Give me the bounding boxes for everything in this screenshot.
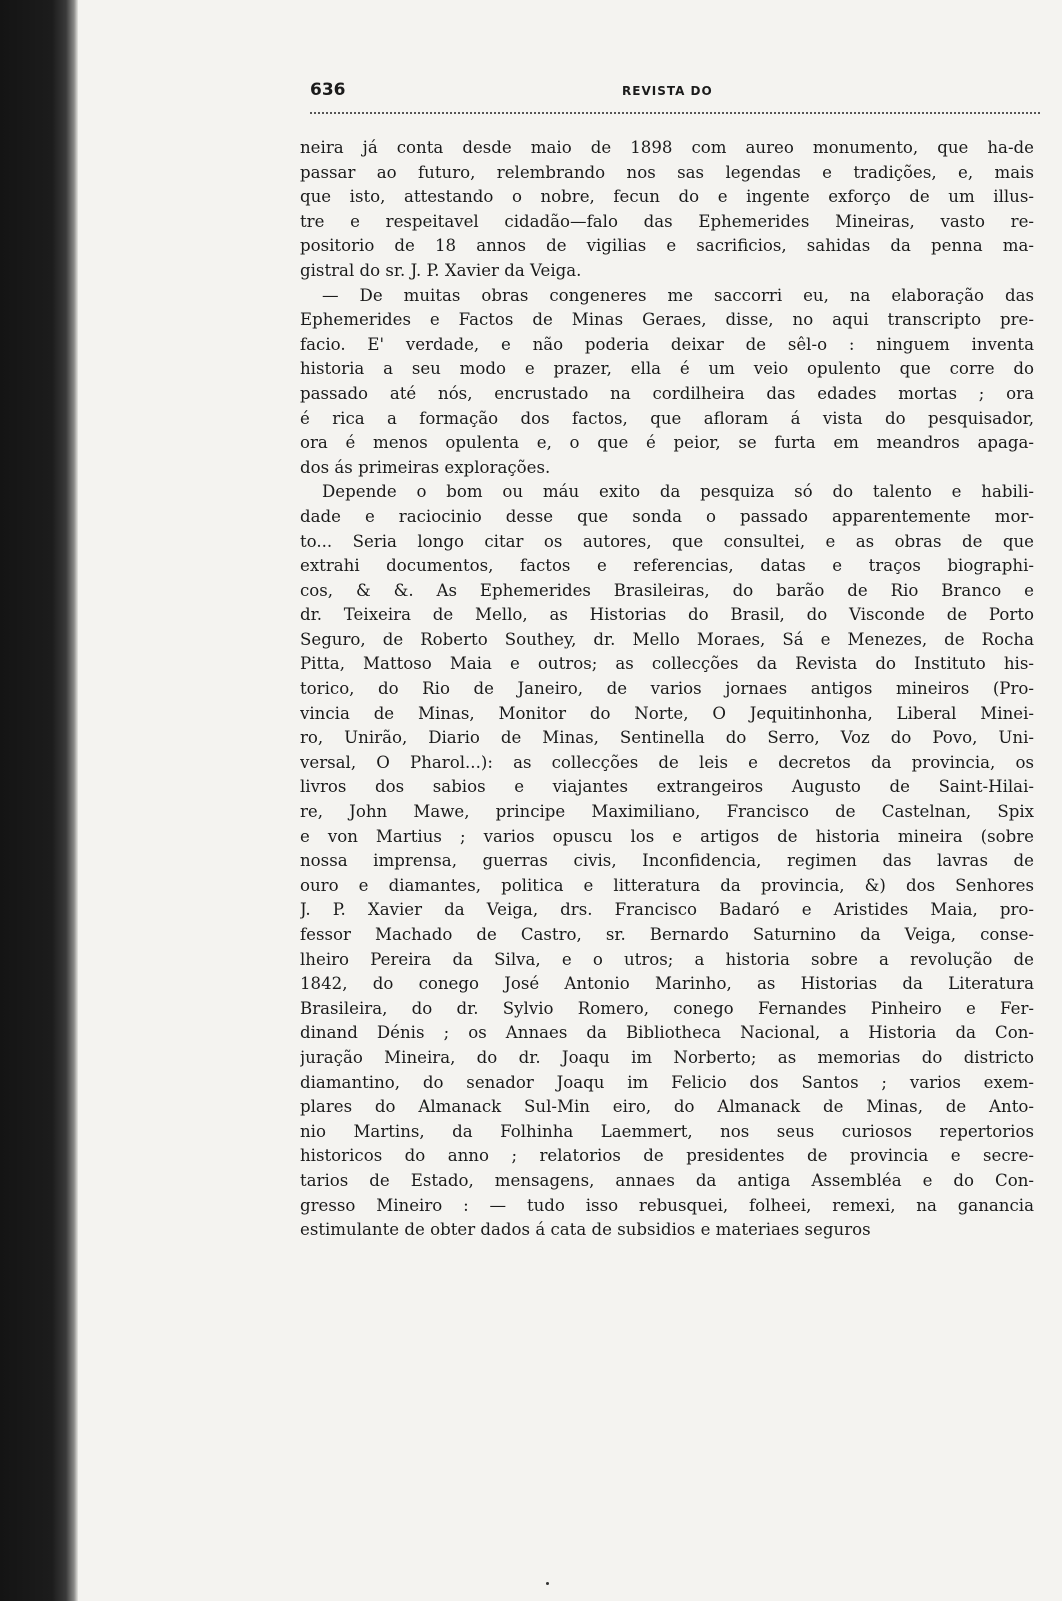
text-line: lheiro Pereira da Silva, e o utros; a historia sobre a revolução de	[300, 949, 1034, 969]
text-line: 1842, do conego José Antonio Marinho, as Historias da Literatura	[300, 974, 1034, 994]
text-line: nossa imprensa, guerras civis, Inconfidencia, regimen das lavras de	[300, 851, 1034, 871]
page-number: 636	[310, 80, 346, 100]
header-rule	[310, 112, 1040, 114]
text-line: neira já conta desde maio de 1898 com aureo monumento, que ha-de	[300, 138, 1034, 157]
body-text	[300, 136, 1034, 1243]
text-line: fessor Machado de Castro, sr. Bernardo Saturnino da Veiga, conse-	[300, 925, 1034, 944]
text-line: positorio de 18 annos de vigilias e sacrificios, sahidas da penna ma-	[300, 236, 1034, 256]
page	[270, 70, 1040, 1590]
text-line: historia a seu modo e prazer, ella é um veio opulento que corre do	[300, 359, 1034, 379]
text-line: Seguro, de Roberto Southey, dr. Mello Moraes, Sá e Menezes, de Rocha	[300, 629, 1034, 649]
text-line: J. P. Xavier da Veiga, drs. Francisco Badaró e Aristides Maia, pro-	[300, 900, 1034, 920]
text-line: diamantino, do senador Joaqu im Felicio dos Santos ; varios exem-	[300, 1072, 1034, 1092]
text-line: passar ao futuro, relembrando nos sas legendas e tradições, e, mais	[300, 162, 1034, 182]
running-title: REVISTA DO	[622, 84, 713, 98]
text-line: e von Martius ; varios opuscu los e artigos de historia mineira (sobre	[300, 826, 1034, 846]
text-line: re, John Mawe, principe Maximiliano, Francisco de Castelnan, Spix	[300, 802, 1034, 822]
text-line: ro, Unirão, Diario de Minas, Sentinella do Serro, Voz do Povo, Uni-	[300, 728, 1034, 748]
text-line: tarios de Estado, mensagens, annaes da antiga Assembléa e do Con-	[300, 1170, 1034, 1190]
text-line: passado até nós, encrustado na cordilheira das edades mortas ; ora	[300, 383, 1034, 403]
text-line: Ephemerides e Factos de Minas Geraes, disse, no aqui transcripto pre-	[300, 310, 1034, 330]
text-line: extrahi documentos, factos e referencias, datas e traços biographi-	[300, 556, 1034, 576]
book-binding-shadow	[0, 0, 78, 1601]
text-line: é rica a formação dos factos, que afloram á vista do pesquisador,	[300, 408, 1034, 428]
text-line: juração Mineira, do dr. Joaqu im Norberto; as memorias do districto	[300, 1047, 1034, 1067]
text-line: dr. Teixeira de Mello, as Historias do Brasil, do Visconde de Porto	[300, 605, 1034, 625]
text-line: — De muitas obras congeneres me saccorri eu, na elaboração das	[322, 285, 1034, 305]
text-line: ouro e diamantes, politica e litteratura da provincia, &) dos Senhores	[300, 875, 1034, 895]
text-line: Brasileira, do dr. Sylvio Romero, conego Fernandes Pinheiro e Fer-	[300, 998, 1034, 1018]
text-line: livros dos sabios e viajantes extrangeiros Augusto de Saint-Hilai-	[300, 777, 1034, 797]
text-line: Depende o bom ou máu exito da pesquiza só do talento e habili-	[322, 482, 1034, 502]
text-line: dos ás primeiras explorações.	[300, 457, 551, 477]
text-line: gistral do sr. J. P. Xavier da Veiga.	[300, 260, 582, 280]
text-line: nio Martins, da Folhinha Laemmert, nos seus curiosos repertorios	[300, 1121, 1034, 1141]
page-header	[310, 80, 1050, 112]
text-line: plares do Almanack Sul-Min eiro, do Almanack de Minas, de Anto-	[300, 1097, 1034, 1117]
text-line: estimulante de obter dados á cata de subsidios e materiaes seguros	[300, 1220, 871, 1240]
text-line: Pitta, Mattoso Maia e outros; as collecções da Revista do Instituto his-	[300, 654, 1034, 674]
text-line: vincia de Minas, Monitor do Norte, O Jequitinhonha, Liberal Minei-	[300, 703, 1034, 723]
text-line: dade e raciocinio desse que sonda o passado apparentemente mor-	[300, 506, 1034, 526]
text-line: facio. E' verdade, e não poderia deixar de sêl-o : ninguem inventa	[300, 334, 1034, 354]
text-line: ora é menos opulenta e, o que é peior, se furta em meandros apaga-	[300, 433, 1034, 453]
text-line: cos, & &. As Ephemerides Brasileiras, do barão de Rio Branco e	[300, 580, 1034, 600]
text-line: dinand Dénis ; os Annaes da Bibliotheca Nacional, a Historia da Con-	[300, 1023, 1034, 1043]
page-speck	[546, 1582, 549, 1585]
text-line: tre e respeitavel cidadão—falo das Ephemerides Mineiras, vasto re-	[300, 211, 1034, 231]
text-line: que isto, attestando o nobre, fecun do e ingente exforço de um illus-	[300, 187, 1034, 207]
text-line: gresso Mineiro : — tudo isso rebusquei, folheei, remexi, na ganancia	[300, 1195, 1034, 1215]
text-line: versal, O Pharol...): as collecções de leis e decretos da provincia, os	[300, 752, 1034, 772]
text-line: to... Seria longo citar os autores, que consultei, e as obras de que	[300, 531, 1034, 551]
text-line: historicos do anno ; relatorios de presidentes de provincia e secre-	[300, 1146, 1034, 1166]
text-line: torico, do Rio de Janeiro, de varios jornaes antigos mineiros (Pro-	[300, 679, 1034, 699]
